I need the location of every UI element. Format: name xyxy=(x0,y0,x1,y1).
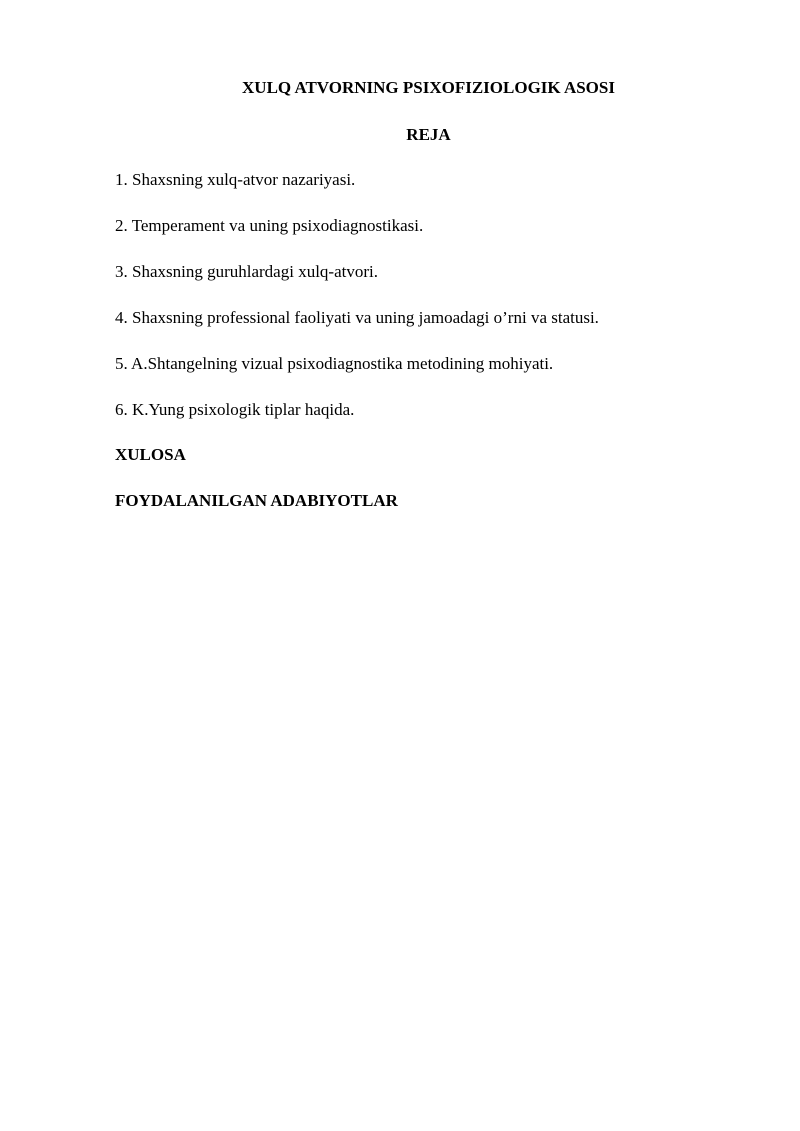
plan-item: 2. Temperament va uning psixodiagnostikasi. xyxy=(115,216,424,235)
plan-list xyxy=(115,170,735,446)
plan-item: 4. Shaxsning professional faoliyati va uning jamoadagi o’rni va statusi. xyxy=(115,308,599,327)
plan-item: 6. K.Yung psixologik tiplar haqida. xyxy=(115,400,355,419)
plan-heading: REJA xyxy=(406,125,451,144)
plan-item: 3. Shaxsning guruhlardagi xulq-atvori. xyxy=(115,262,378,281)
document-title: XULQ ATVORNING PSIXOFIZIOLOGIK ASOSI xyxy=(242,78,615,97)
plan-item: 1. Shaxsning xulq-atvor nazariyasi. xyxy=(115,170,356,189)
references-heading: FOYDALANILGAN ADABIYOTLAR xyxy=(115,491,398,510)
conclusion-heading: XULOSA xyxy=(115,445,186,464)
plan-item: 5. A.Shtangelning vizual psixodiagnostika metodining mohiyati. xyxy=(115,354,554,373)
